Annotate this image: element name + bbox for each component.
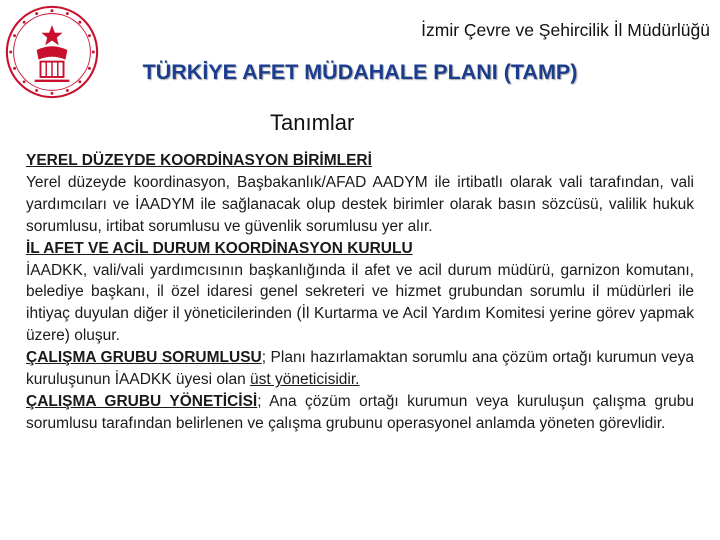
section-working-group-responsible: [26, 347, 694, 391]
separator: ;: [257, 392, 262, 410]
underlined-phrase: üst yöneticisidir.: [250, 371, 360, 389]
section-heading-working-group-responsible: ÇALIŞMA GRUBU SORUMLUSU: [26, 349, 262, 367]
section-heading-working-group-manager: ÇALIŞMA GRUBU YÖNETİCİSİ: [26, 392, 258, 410]
document-body: [26, 150, 694, 435]
section-heading-local-coordination: YEREL DÜZEYDE KOORDİNASYON BİRİMLERİ: [26, 152, 372, 169]
section-working-group-manager: [26, 391, 694, 435]
section-text-local-coordination: Yerel düzeyde koordinasyon, Başbakanlık/AFAD AADYM ile irtibatlı olarak vali tarafından, vali yardımcıları ve İAADYM ile sağlanacak olup destek birimler olarak basın sözcüsü, valilik hukuk sorumlusu, irtibat sorumlusu ve güvenlik sorumlusu yer alır.: [26, 173, 694, 235]
section-text-working-group-responsible: Planı hazırlamaktan sorumlu ana çözüm ortağı kurumun veya kuruluşunun İAADKK üyesi olan: [26, 349, 694, 389]
separator: ;: [261, 349, 267, 367]
section-text-working-group-manager: Ana çözüm ortağı kurumun veya kuruluşun çalışma grubu sorumlusu tarafından belirlenen ve çalışma grubunu operasyonel anlamda yöneten görevlidir.: [26, 392, 694, 432]
organization-name: İzmir Çevre ve Şehircilik İl Müdürlüğü: [421, 20, 710, 40]
section-subtitle: Tanımlar: [270, 110, 355, 135]
page-title: TÜRKİYE AFET MÜDAHALE PLANI (TAMP): [142, 60, 578, 84]
section-heading-provincial-board: İL AFET VE ACİL DURUM KOORDİNASYON KURULU: [26, 239, 413, 257]
ministry-seal-icon: [4, 4, 100, 100]
section-text-provincial-board: İAADKK, vali/vali yardımcısının başkanlığında il afet ve acil durum müdürü, garnizon komutanı, belediye başkanı, il özel idaresi genel sekreteri ve hizmet grubundan sorumlu il müdürleri ile ihtiyaç duyulan diğer il yöneticilerinden (İl Kurtarma ve Acil Yardım Komitesi yerine görev yapmak üzere) oluşur.: [26, 261, 694, 345]
